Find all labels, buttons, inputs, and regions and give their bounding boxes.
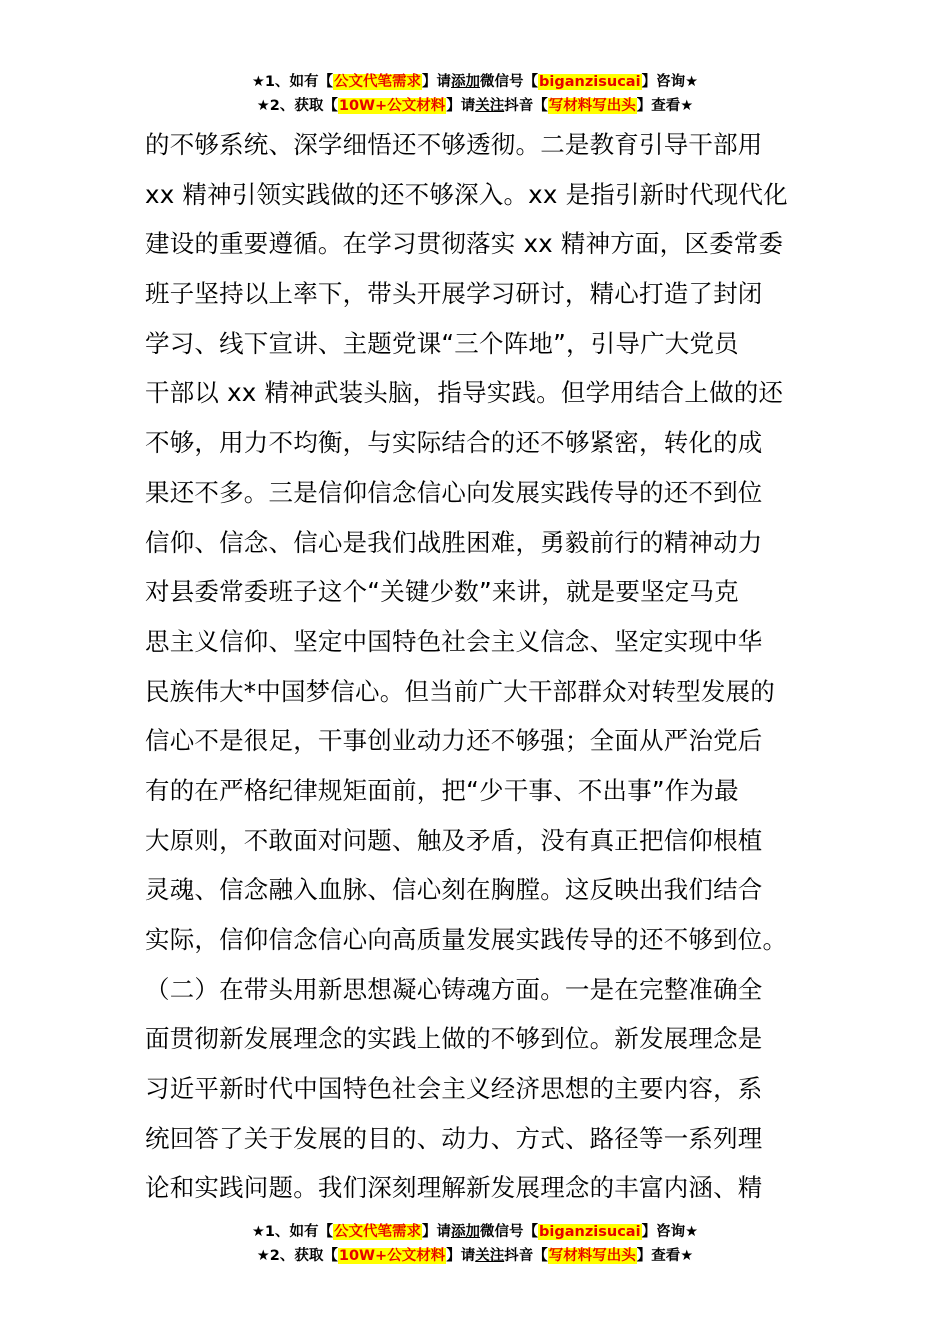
highlight-douyin: 写材料写出头 bbox=[548, 1248, 636, 1264]
body-line: 灵魂、信念融入血脉、信心刻在胸膛。这反映出我们结合 bbox=[145, 875, 763, 905]
highlight-materials: 10W+公文材料 bbox=[338, 98, 446, 114]
banner-text: 】请 bbox=[446, 98, 476, 114]
header-banner bbox=[0, 70, 950, 118]
banner-text: 微信号【 bbox=[480, 74, 539, 90]
body-line: 果还不多。三是信仰信念信心向发展实践传导的还不到位 bbox=[145, 477, 763, 507]
body-line: 统回答了关于发展的目的、动力、方式、路径等一系列理 bbox=[145, 1123, 763, 1153]
body-line: 建设的重要遵循。在学习贯彻落实 xx 精神方面，区委常委 bbox=[145, 229, 784, 259]
banner-text: 】请 bbox=[446, 1248, 476, 1264]
banner-text: ★1、如有【 bbox=[251, 74, 334, 90]
banner-text: ★2、获取【 bbox=[256, 1248, 338, 1264]
highlight-wechat-id: biganzisucai bbox=[539, 74, 641, 90]
banner-text: 微信号【 bbox=[480, 1224, 539, 1240]
banner-text: 】咨询★ bbox=[641, 74, 699, 90]
highlight-service: 公文代笔需求 bbox=[334, 1224, 422, 1240]
body-line: 大原则，不敢面对问题、触及矛盾，没有真正把信仰根植 bbox=[145, 825, 763, 855]
banner-underlined: 添加 bbox=[451, 1224, 481, 1240]
body-line: 民族伟大*中国梦信心。但当前广大干部群众对转型发展的 bbox=[145, 676, 775, 706]
body-line: 班子坚持以上率下，带头开展学习研讨，精心打造了封闭 bbox=[145, 279, 763, 309]
body-line: （二）在带头用新思想凝心铸魂方面。一是在完整准确全 bbox=[145, 974, 763, 1004]
banner-line-2 bbox=[0, 1244, 950, 1268]
banner-text: 抖音【 bbox=[504, 1248, 548, 1264]
document-body bbox=[145, 120, 815, 1213]
banner-underlined: 关注 bbox=[475, 98, 505, 114]
footer-banner bbox=[0, 1220, 950, 1268]
body-line: 思主义信仰、坚定中国特色社会主义信念、坚定实现中华 bbox=[145, 626, 763, 656]
banner-line-1 bbox=[0, 1220, 950, 1244]
body-line: xx 精神引领实践做的还不够深入。xx 是指引新时代现代化 bbox=[145, 179, 788, 209]
highlight-materials: 10W+公文材料 bbox=[338, 1248, 446, 1264]
highlight-douyin: 写材料写出头 bbox=[548, 98, 636, 114]
banner-text: 】查看★ bbox=[636, 1248, 694, 1264]
banner-text: 抖音【 bbox=[504, 98, 548, 114]
body-line: 信仰、信念、信心是我们战胜困难，勇毅前行的精神动力 bbox=[145, 527, 763, 557]
body-line: 学习、线下宣讲、主题党课“三个阵地”，引导广大党员 bbox=[145, 328, 739, 358]
body-line: 有的在严格纪律规矩面前，把“少干事、不出事”作为最 bbox=[145, 775, 739, 805]
body-line: 面贯彻新发展理念的实践上做的不够到位。新发展理念是 bbox=[145, 1024, 763, 1054]
banner-line-2 bbox=[0, 94, 950, 118]
banner-underlined: 关注 bbox=[475, 1248, 505, 1264]
body-line: 论和实践问题。我们深刻理解新发展理念的丰富内涵、精 bbox=[145, 1173, 763, 1203]
highlight-wechat-id: biganzisucai bbox=[539, 1224, 641, 1240]
body-line: 实际，信仰信念信心向高质量发展实践传导的还不够到位。 bbox=[145, 925, 788, 954]
body-line: 信心不是很足，干事创业动力还不够强；全面从严治党后 bbox=[145, 726, 763, 756]
banner-line-1 bbox=[0, 70, 950, 94]
banner-text: ★2、获取【 bbox=[256, 98, 338, 114]
body-line: 对县委常委班子这个“关键少数”来讲，就是要坚定马克 bbox=[145, 577, 739, 607]
body-line: 的不够系统、深学细悟还不够透彻。二是教育引导干部用 bbox=[145, 130, 763, 159]
banner-text: 】请 bbox=[422, 74, 452, 90]
highlight-service: 公文代笔需求 bbox=[334, 74, 422, 90]
banner-text: 】查看★ bbox=[636, 98, 694, 114]
banner-underlined: 添加 bbox=[451, 74, 481, 90]
body-line: 不够，用力不均衡，与实际结合的还不够紧密，转化的成 bbox=[145, 428, 763, 458]
body-line: 习近平新时代中国特色社会主义经济思想的主要内容，系 bbox=[145, 1074, 763, 1104]
banner-text: 】咨询★ bbox=[641, 1224, 699, 1240]
body-line: 干部以 xx 精神武装头脑，指导实践。但学用结合上做的还 bbox=[145, 378, 784, 408]
banner-text: 】请 bbox=[422, 1224, 452, 1240]
banner-text: ★1、如有【 bbox=[251, 1224, 334, 1240]
